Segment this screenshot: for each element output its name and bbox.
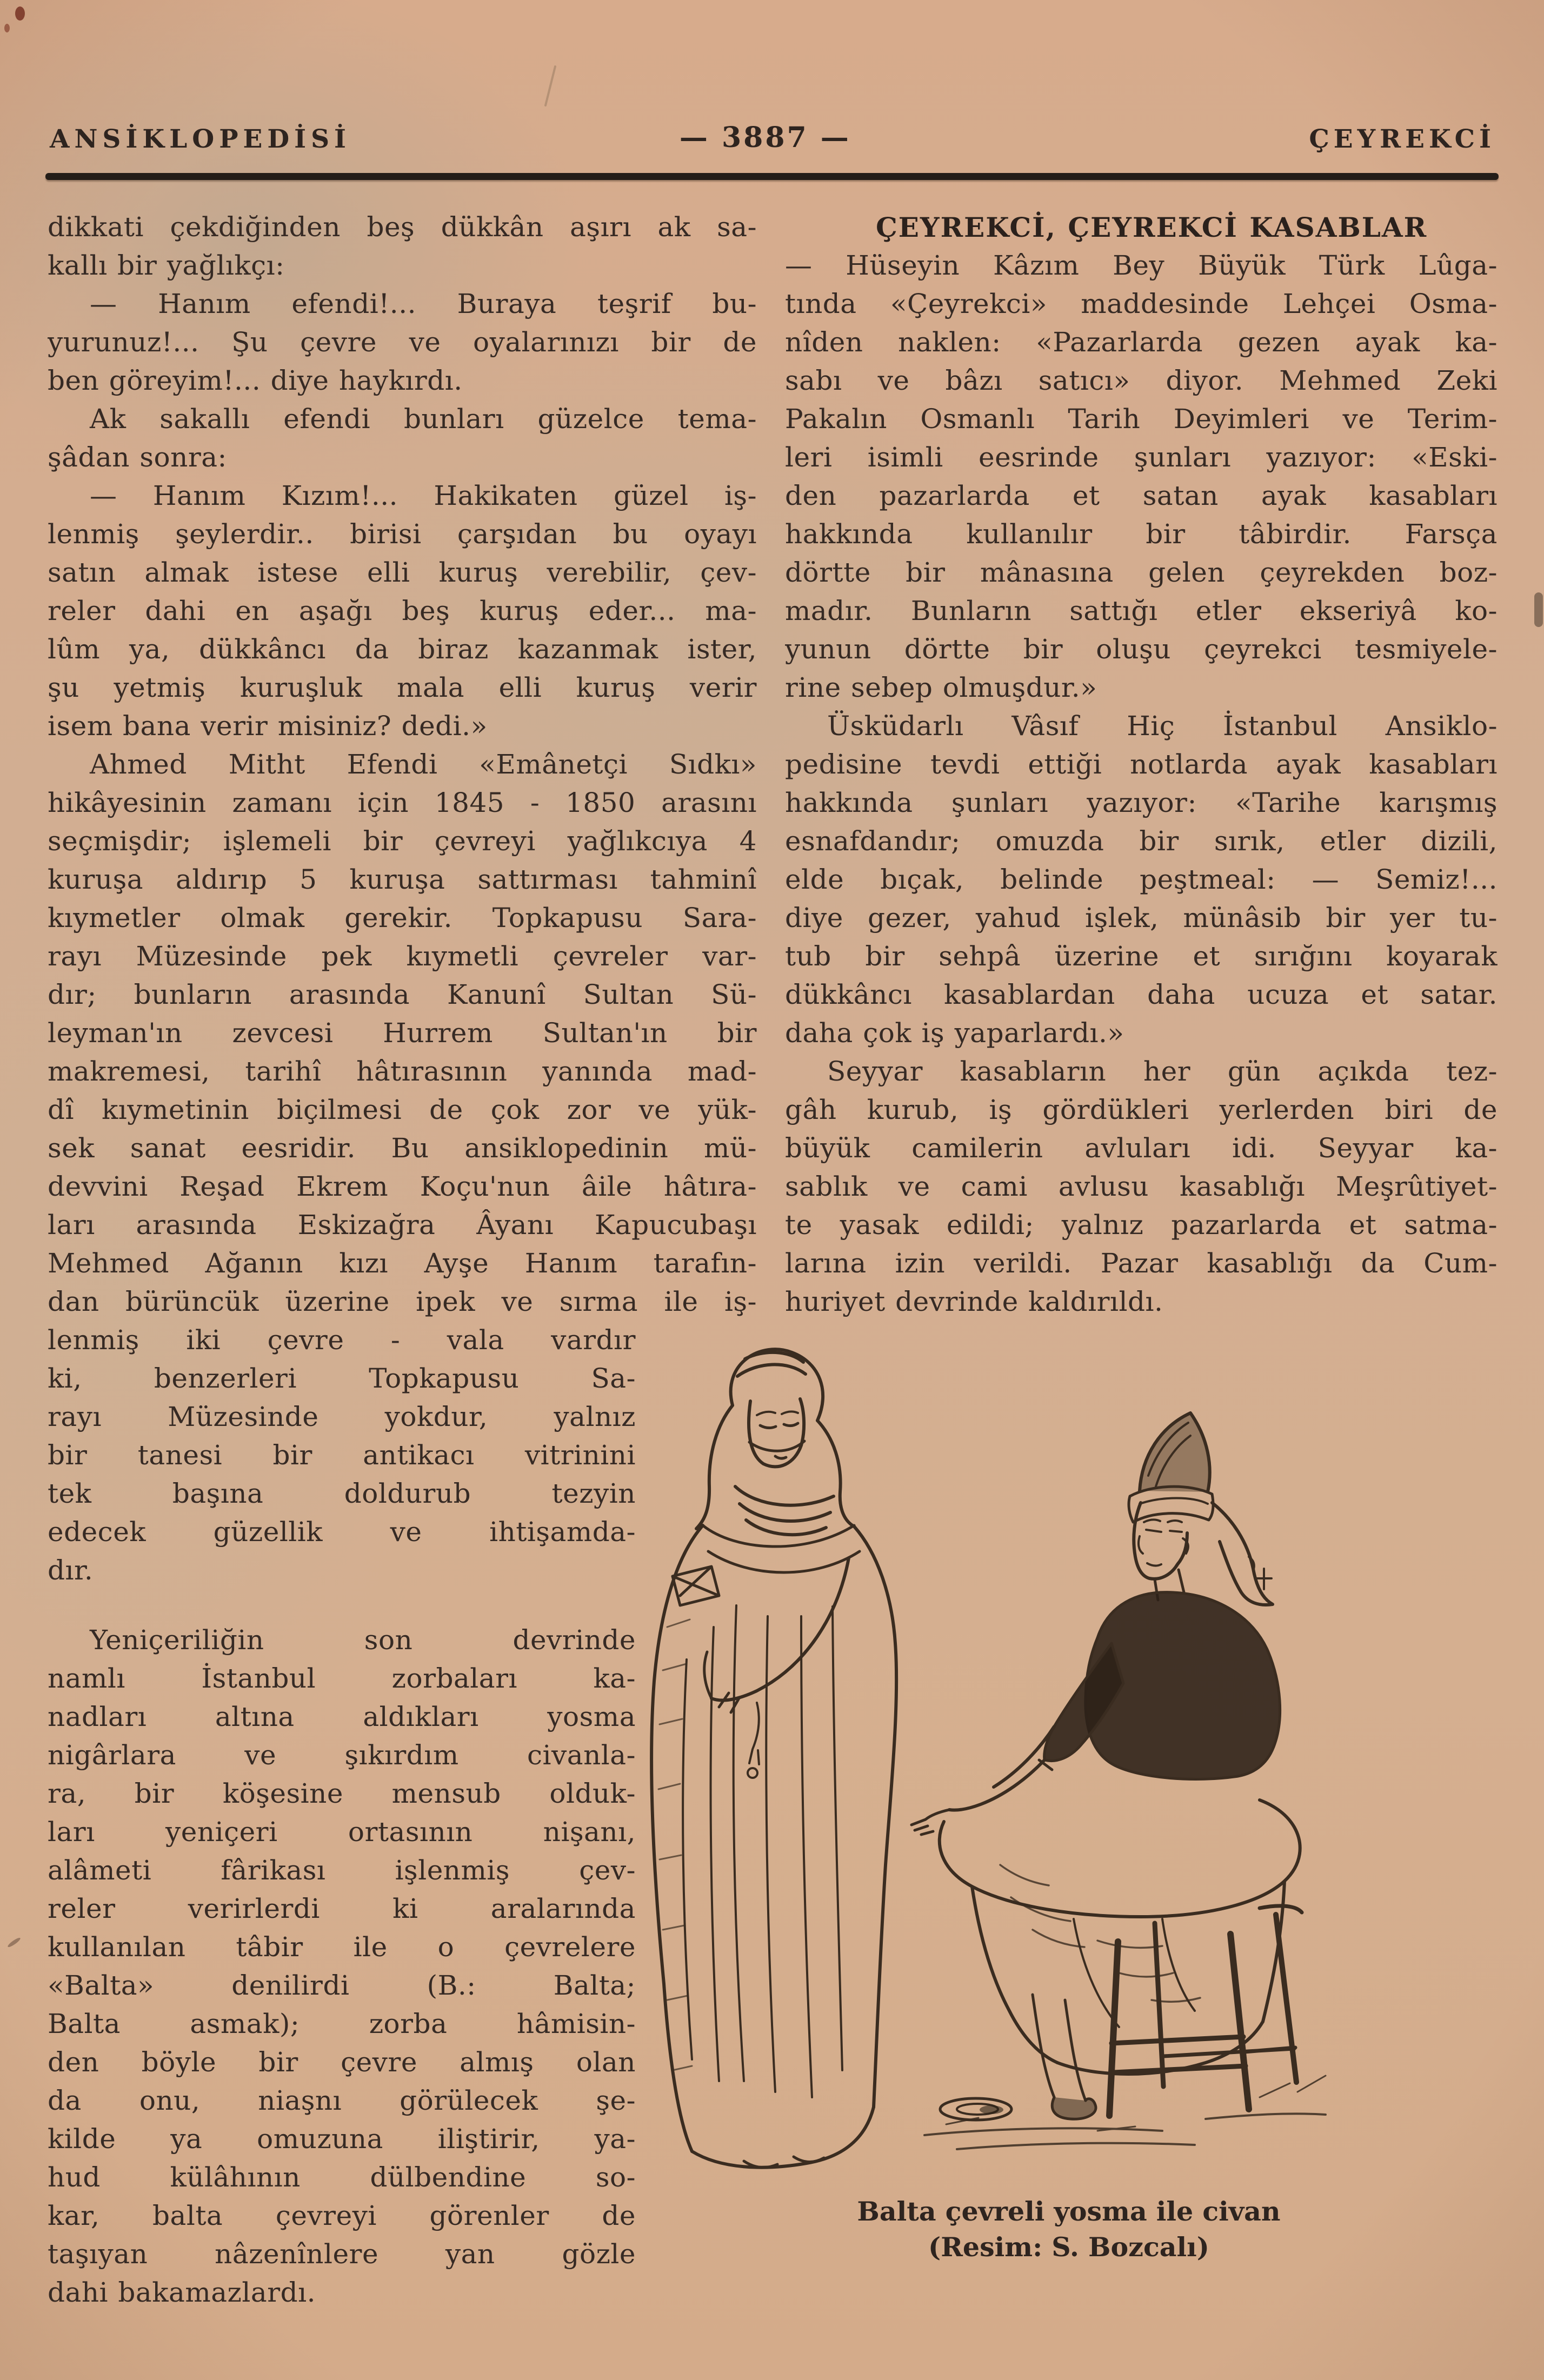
- stool: [1109, 1906, 1302, 2116]
- caption-line-2: (Resim: S. Bozcalı): [928, 2231, 1209, 2263]
- running-head-entry: ÇEYREKCİ: [1309, 124, 1495, 154]
- page-number: — 3887 —: [679, 121, 851, 154]
- text-line: kullanılan tâbir ile o çevrelere: [48, 1931, 636, 1963]
- text-line: huriyet devrinde kaldırıldı.: [785, 1286, 1163, 1317]
- text-line: pedisine tevdi ettiği notlarda ayak kasabları: [785, 749, 1498, 780]
- text-line: Ak sakallı efendi bunları güzelce tema-: [90, 403, 757, 435]
- text-line: hakkında kullanılır bir tâbirdir. Farsça: [785, 518, 1498, 550]
- text-line: nigârlara ve şıkırdım civanla-: [48, 1739, 636, 1771]
- text-line: — Hanım Kızım!... Hakikaten güzel iş-: [90, 480, 757, 511]
- text-line: dır.: [48, 1555, 94, 1586]
- text-line: dan bürüncük üzerine ipek ve sırma ile iş-: [48, 1286, 757, 1317]
- text-line: leri isimli eesrinde şunları yazıyor: «Eski-: [785, 442, 1498, 473]
- edge-mark: [7, 1937, 22, 1949]
- woman-figure: [651, 1349, 896, 2168]
- edge-smudge: [1534, 592, 1543, 627]
- text-line: ları yeniçeri ortasının nişanı,: [48, 1816, 636, 1848]
- text-line: nadları altına aldıkları yosma: [48, 1701, 636, 1732]
- text-line: gâh kurub, iş gördükleri yerlerden biri de: [785, 1094, 1498, 1125]
- text-line: kilde ya omuzuna iliştirir, ya-: [48, 2123, 636, 2155]
- paper-speck: [4, 24, 10, 32]
- right-column: [785, 208, 1498, 1321]
- text-line: kuruşa aldırıp 5 kuruşa sattırması tahminî: [48, 864, 757, 895]
- text-line: hakkında şunları yazıyor: «Tarihe karışmış: [785, 787, 1498, 818]
- text-line: yunun dörtte bir oluşu çeyrekci tesmiyele-: [785, 634, 1498, 665]
- text-line: diye gezer, yahud işlek, münâsib bir yer tu-: [785, 902, 1498, 934]
- text-line: reler verirlerdi ki aralarında: [48, 1893, 636, 1924]
- text-line: larına izin verildi. Pazar kasablığı da Cum-: [785, 1248, 1498, 1279]
- text-line: Pakalın Osmanlı Tarih Deyimleri ve Terim-: [785, 403, 1498, 435]
- text-line: Seyyar kasabların her gün açıkda tez-: [827, 1056, 1498, 1087]
- illustration-caption: [785, 2194, 1353, 2265]
- text-line: ları arasında Eskizağra Âyanı Kapucubaşı: [48, 1209, 757, 1241]
- text-line: tub bir sehpâ üzerine et sırığını koyarak: [785, 941, 1498, 972]
- text-line: — Hüseyin Kâzım Bey Büyük Türk Lûga-: [785, 250, 1498, 281]
- illustration: [622, 1324, 1395, 2189]
- text-line: ki, benzerleri Topkapusu Sa-: [48, 1363, 636, 1394]
- running-head: [48, 118, 1496, 166]
- text-line: satın almak istese elli kuruş verebilir, çev-: [48, 557, 757, 588]
- text-line: rayı Müzesinde yokdur, yalnız: [48, 1401, 636, 1432]
- text-line: den böyle bir çevre almış olan: [48, 2046, 636, 2078]
- text-line: makremesi, tarihî hâtırasının yanında mad-: [48, 1056, 757, 1087]
- text-line: kıymetler olmak gerekir. Topkapusu Sara-: [48, 902, 757, 934]
- text-line: leyman'ın zevcesi Hurrem Sultan'ın bir: [48, 1017, 757, 1049]
- text-line: lenmiş iki çevre - vala vardır: [48, 1324, 636, 1356]
- text-line: hud külâhının dülbendine so-: [48, 2162, 636, 2193]
- text-line: sek sanat eesridir. Bu ansiklopedinin mü-: [48, 1132, 757, 1164]
- text-line: lûm ya, dükkâncı da biraz kazanmak ister,: [48, 634, 757, 665]
- text-line: dörtte bir mânasına gelen çeyrekden boz-: [785, 557, 1498, 588]
- text-line: — Hanım efendi!... Buraya teşrif bu-: [90, 288, 757, 319]
- caption-line-1: Balta çevreli yosma ile civan: [857, 2196, 1281, 2227]
- text-line: isem bana verir misiniz? dedi.»: [48, 710, 488, 742]
- text-line: sabı ve bâzı satıcı» diyor. Mehmed Zeki: [785, 365, 1498, 396]
- text-line: Üsküdarlı Vâsıf Hiç İstanbul Ansiklo-: [827, 710, 1498, 742]
- text-line: hikâyesinin zamanı için 1845 - 1850 arasını: [48, 787, 757, 818]
- text-line: dikkati çekdiğinden beş dükkân aşırı ak sa-: [48, 211, 757, 243]
- text-line: daha çok iş yaparlardı.»: [785, 1017, 1124, 1049]
- text-line: yurunuz!... Şu çevre ve oyalarınızı bir de: [48, 326, 757, 358]
- text-line: seçmişdir; işlemeli bir çevreyi yağlıkcıya 4: [48, 825, 757, 857]
- text-line: kallı bir yağlıkçı:: [48, 250, 285, 281]
- text-line: da onu, niaşnı görülecek şe-: [48, 2085, 636, 2116]
- text-line: büyük camilerin avluları idi. Seyyar ka-: [785, 1132, 1498, 1164]
- text-line: madır. Bunların sattığı etler ekseriyâ ko-: [785, 595, 1498, 626]
- text-line: elde bıçak, belinde peştmeal: — Semiz!...: [785, 864, 1498, 895]
- text-line: te yasak edildi; yalnız pazarlarda et satma-: [785, 1209, 1498, 1241]
- text-line: dır; bunların arasında Kanunî Sultan Sü-: [48, 979, 757, 1010]
- text-line: reler dahi en aşağı beş kuruş eder... ma-: [48, 595, 757, 626]
- text-line: ben göreyim!... diye haykırdı.: [48, 365, 463, 396]
- text-line: rayı Müzesinde pek kıymetli çevreler var-: [48, 941, 757, 972]
- paper-speck: [15, 6, 25, 21]
- text-line: devvini Reşad Ekrem Koçu'nun âile hâtıra-: [48, 1171, 757, 1202]
- text-line: Balta asmak); zorba hâmisin-: [48, 2008, 636, 2039]
- text-line: kar, balta çevreyi görenler de: [48, 2200, 636, 2231]
- text-line: Mehmed Ağanın kızı Ayşe Hanım tarafın-: [48, 1248, 757, 1279]
- crease-mark: [544, 65, 557, 107]
- header-rule: [45, 173, 1499, 180]
- running-head-title: ANSİKLOPEDİSİ: [50, 124, 351, 154]
- text-line: «Balta» denilirdi (B.: Balta;: [48, 1970, 636, 2001]
- text-line: rine sebep olmuşdur.»: [785, 672, 1097, 703]
- text-line: bir tanesi bir antikacı vitrinini: [48, 1439, 636, 1471]
- text-line: tek başına doldurub tezyin: [48, 1478, 636, 1509]
- text-line: dahi bakamazlardı.: [48, 2277, 316, 2308]
- text-line: alâmeti fârikası işlenmiş çev-: [48, 1855, 636, 1886]
- text-line: nîden naklen: «Pazarlarda gezen ayak ka-: [785, 326, 1498, 358]
- text-line: sablık ve cami avlusu kasablığı Meşrûtiyet-: [785, 1171, 1498, 1202]
- text-line: edecek güzellik ve ihtişamda-: [48, 1516, 636, 1548]
- text-line: şu yetmiş kuruşluk mala elli kuruş verir: [48, 672, 757, 703]
- text-line: Yeniçeriliğin son devrinde: [90, 1624, 636, 1656]
- text-line: den pazarlarda et satan ayak kasabları: [785, 480, 1498, 511]
- text-line: namlı İstanbul zorbaları ka-: [48, 1663, 636, 1694]
- text-line: şâdan sonra:: [48, 442, 227, 473]
- text-line: Ahmed Mitht Efendi «Emânetçi Sıdkı»: [90, 749, 757, 780]
- text-line: ÇEYREKCİ, ÇEYREKCİ KASABLAR: [876, 211, 1428, 243]
- text-line: dî kıymetinin biçilmesi de çok zor ve yük-: [48, 1094, 757, 1125]
- text-line: esnafdandır; omuzda bir sırık, etler dizili,: [785, 825, 1498, 857]
- text-line: ra, bir köşesine mensub olduk-: [48, 1778, 636, 1809]
- text-line: lenmiş şeylerdir.. birisi çarşıdan bu oyayı: [48, 518, 757, 550]
- text-line: dükkâncı kasablardan daha ucuza et satar.: [785, 979, 1498, 1010]
- text-line: tında «Çeyrekci» maddesinde Lehçei Osma-: [785, 288, 1498, 319]
- text-line: taşıyan nâzenînlere yan gözle: [48, 2238, 636, 2270]
